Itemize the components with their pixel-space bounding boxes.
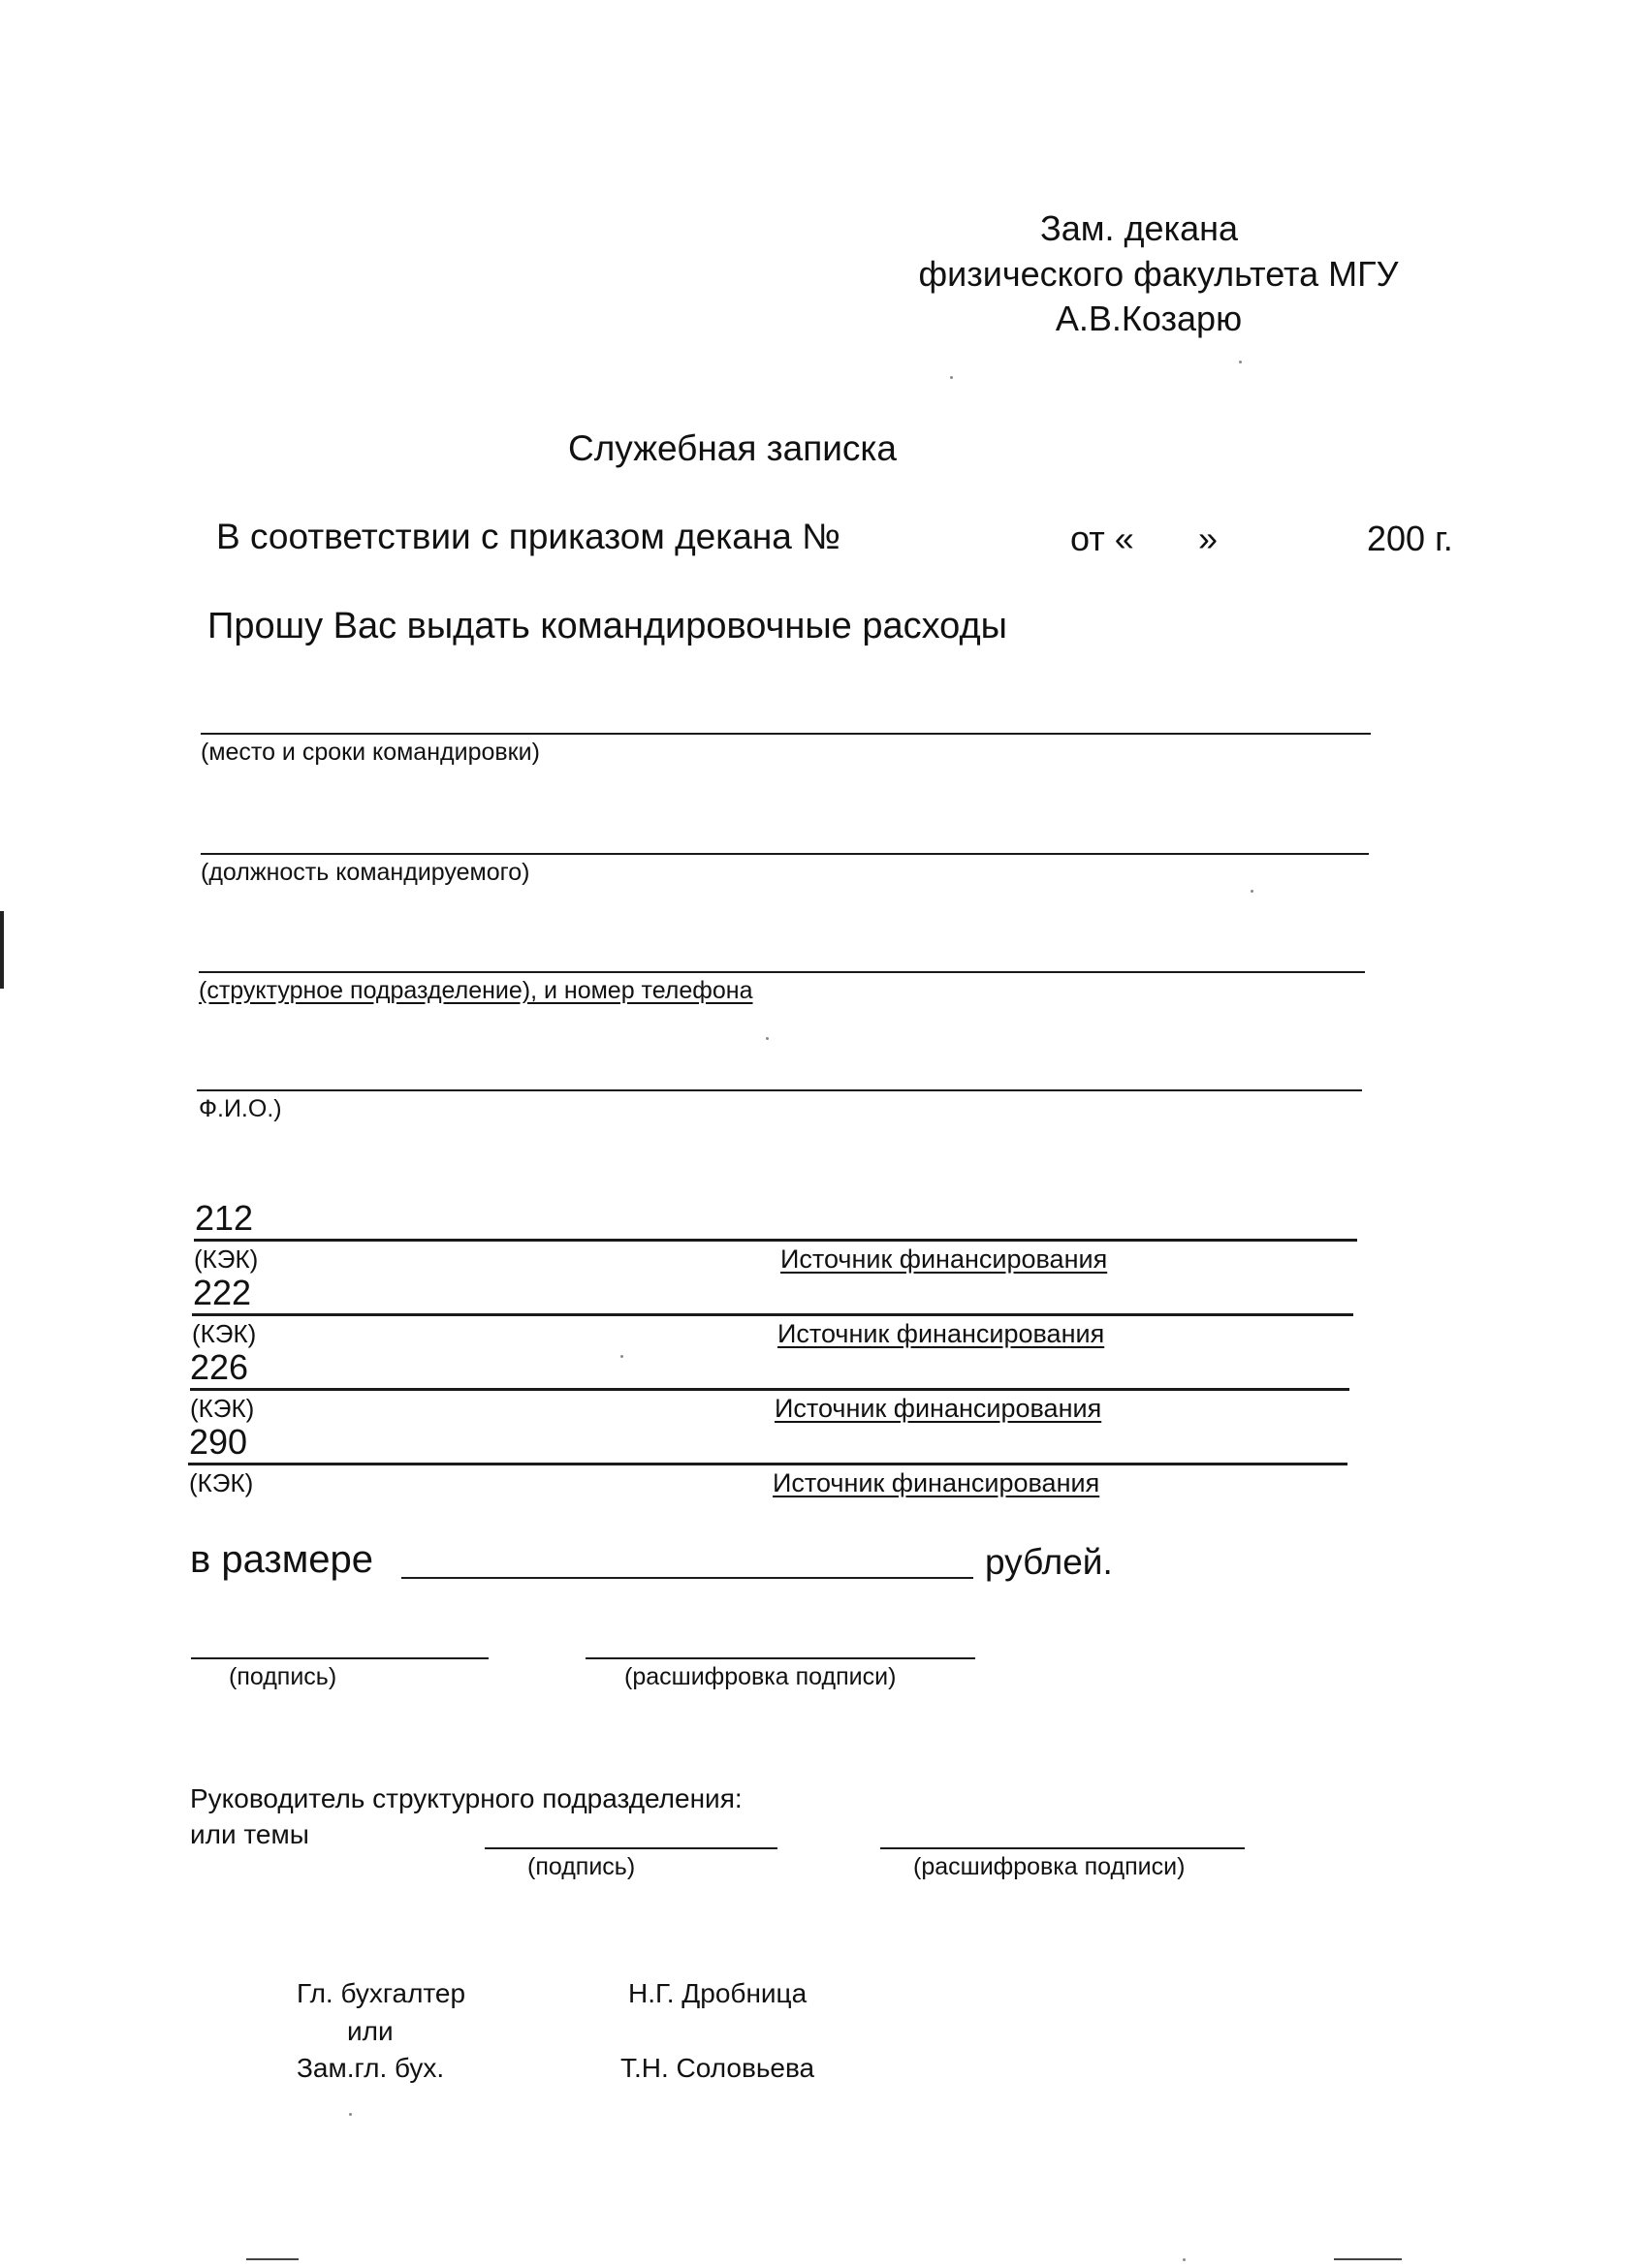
signature-decode-line <box>586 1657 975 1659</box>
document-title: Служебная записка <box>568 428 897 468</box>
funding-source-label: Источник финансирования <box>780 1244 1108 1274</box>
addressee-line-1: Зам. декана <box>1039 208 1238 248</box>
signature-decode-caption: (расшифровка подписи) <box>624 1663 897 1690</box>
order-year: 200 г. <box>1367 519 1453 558</box>
amount-suffix: рублей. <box>985 1542 1113 1582</box>
scan-artifact-line <box>246 2258 299 2260</box>
scan-speck <box>620 1355 623 1358</box>
kek-label: (КЭК) <box>192 1319 257 1348</box>
field-caption-department: (структурное подразделение), и номер телефона <box>199 977 753 1004</box>
amount-prefix: в размере <box>190 1538 373 1581</box>
order-date-from: от « <box>1070 519 1134 558</box>
kek-line <box>192 1313 1353 1316</box>
kek-code: 226 <box>190 1347 249 1387</box>
scan-speck <box>1239 361 1242 363</box>
deputy-accountant-name: Т.Н. Соловьева <box>620 2053 815 2083</box>
kek-label: (КЭК) <box>190 1394 255 1423</box>
scan-speck <box>766 1037 769 1040</box>
head-signature-caption: (подпись) <box>527 1853 636 1880</box>
scan-speck <box>950 376 953 379</box>
kek-label: (КЭК) <box>194 1244 259 1274</box>
kek-code: 290 <box>189 1422 248 1462</box>
deputy-accountant-role: Зам.гл. бух. <box>297 2053 445 2083</box>
head-title-line-2: или темы <box>190 1819 309 1849</box>
addressee-line-2: физического факультета МГУ <box>918 254 1399 294</box>
funding-source-label: Источник финансирования <box>777 1319 1105 1348</box>
field-line-department <box>199 971 1365 973</box>
addressee-line-3: А.В.Козарю <box>1055 299 1243 338</box>
chief-accountant-role: Гл. бухгалтер <box>297 1978 466 2008</box>
request-text: Прошу Вас выдать командировочные расходы <box>207 606 1007 646</box>
kek-line <box>190 1388 1349 1391</box>
head-signature-line <box>485 1847 777 1849</box>
kek-label: (КЭК) <box>189 1468 254 1497</box>
kek-code: 212 <box>195 1198 254 1238</box>
scan-artifact-line <box>1334 2258 1402 2260</box>
accounting-or: или <box>347 2016 394 2046</box>
kek-line <box>194 1239 1357 1242</box>
scan-edge-mark <box>0 911 4 989</box>
field-line-position <box>201 853 1369 855</box>
funding-source-label: Источник финансирования <box>775 1394 1102 1423</box>
scan-speck <box>1251 890 1253 893</box>
order-line-prefix: В соответствии с приказом декана № <box>216 517 840 556</box>
chief-accountant-name: Н.Г. Дробница <box>628 1978 808 2008</box>
signature-caption: (подпись) <box>229 1663 337 1690</box>
head-decode-caption: (расшифровка подписи) <box>913 1853 1186 1880</box>
amount-line <box>401 1577 973 1579</box>
field-caption-trip: (место и сроки командировки) <box>201 739 540 766</box>
order-date-close: » <box>1198 519 1219 558</box>
signature-line <box>191 1657 489 1659</box>
funding-source-label: Источник финансирования <box>773 1468 1100 1497</box>
kek-line <box>188 1463 1347 1465</box>
head-decode-line <box>880 1847 1245 1849</box>
field-caption-name: Ф.И.О.) <box>199 1095 282 1122</box>
field-line-trip <box>201 733 1371 735</box>
scan-speck <box>349 2113 352 2116</box>
kek-code: 222 <box>193 1273 252 1312</box>
head-title-line-1: Руководитель структурного подразделения: <box>190 1783 743 1813</box>
field-line-name <box>197 1089 1362 1091</box>
scan-speck <box>1183 2258 1186 2261</box>
field-caption-position: (должность командируемого) <box>201 859 530 886</box>
